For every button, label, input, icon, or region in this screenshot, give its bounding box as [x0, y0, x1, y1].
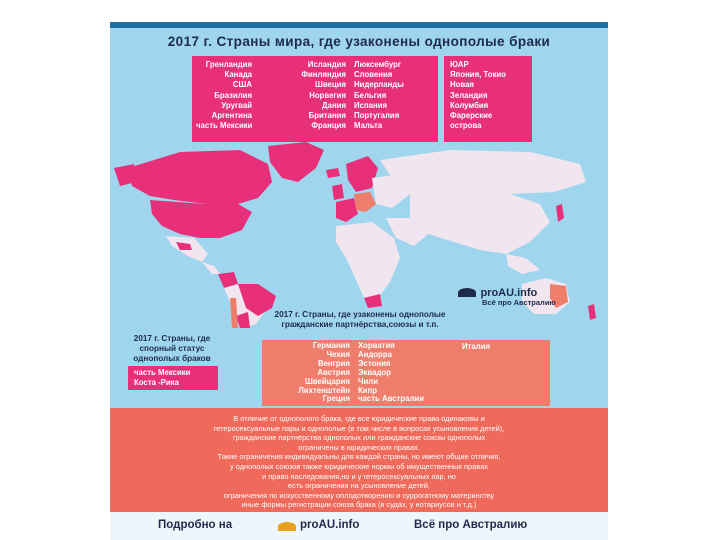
- list-item: Исландия: [307, 60, 346, 69]
- list-item: Кипр: [358, 385, 378, 395]
- list-item: Австрия: [317, 367, 350, 377]
- list-item: Япония, Токио: [450, 70, 506, 80]
- central-europe-region: [354, 192, 376, 212]
- partnership-col-3: [462, 342, 542, 352]
- list-item: Португалия: [354, 111, 400, 121]
- footer-suffix: Всё про Австралию: [414, 519, 528, 531]
- scandinavia-region: [346, 156, 378, 192]
- text-line: В отличие от однополого брака, где все юридические права одинаковы и: [233, 414, 485, 423]
- list-item: Люксембург: [354, 60, 402, 69]
- infographic-poster: [110, 22, 608, 540]
- list-item: Хорватия: [358, 341, 395, 350]
- list-item: Андорра: [358, 349, 392, 359]
- list-item: Франция: [311, 121, 346, 131]
- footer-kangaroo-icon: [278, 522, 296, 531]
- list-item: Бельгия: [354, 90, 387, 100]
- list-item: Колумбия: [450, 100, 489, 110]
- list-item: Британия: [308, 111, 346, 121]
- africa-region: [336, 222, 400, 302]
- text-line: гетеросексуальные пары и однополые (в том числе в вопросах усыновления детей),: [213, 423, 505, 433]
- list-item: острова: [450, 121, 482, 131]
- list-item: Нидерланды: [354, 80, 404, 90]
- explanation-panel: [110, 408, 608, 512]
- canada-region: [128, 150, 272, 204]
- text-line: гражданские партнёрства однополых или гражданские союзы однополых: [232, 433, 486, 443]
- partnership-col-1: [266, 342, 350, 404]
- list-item: часть Мексики: [134, 368, 191, 377]
- britain-region: [332, 184, 344, 200]
- footer-bar: [110, 512, 608, 540]
- list-item: ЮАР: [450, 60, 469, 69]
- list-item: Новая: [450, 80, 474, 90]
- new-zealand-region: [588, 304, 596, 320]
- central-america-region: [202, 262, 220, 274]
- partnership-countries-box: [262, 340, 550, 406]
- special-status-caption: 2017 г. Страны, где спорный статус однополых браков: [133, 334, 211, 363]
- list-item: Германия: [312, 341, 350, 350]
- southeast-asia-region: [506, 254, 540, 274]
- list-item: Дания: [322, 100, 346, 110]
- partnership-caption: 2017 г. Страны, где узаконены однополые гражданские партнёрства,союзы и т.п.: [274, 310, 446, 329]
- footer-prefix: Подробно на: [158, 519, 233, 531]
- list-item: Норвегия: [309, 90, 346, 100]
- text-line: ограничения по искусственному оплодотворению и суррогатному материнству: [223, 490, 495, 500]
- iceland-region: [326, 168, 340, 178]
- text-line: есть ограничения на усыновление детей,: [288, 481, 430, 491]
- marriage-countries-box-2: [444, 56, 532, 142]
- list-item: Чехия: [326, 349, 350, 359]
- list-item: Бразилия: [214, 90, 252, 100]
- list-item: Фарерские: [450, 111, 493, 121]
- logo-tagline: Всё про Австралию: [482, 298, 556, 307]
- list-item: часть Австралии: [358, 394, 424, 404]
- list-item: Венгрия: [317, 358, 350, 368]
- text-line: иные формы регистрации союза брака (в судах, у нотариусов и т.д.): [241, 500, 477, 510]
- usa-region: [150, 200, 252, 238]
- western-europe-region: [336, 198, 358, 222]
- explanation-text: [128, 414, 590, 520]
- list-item: Чили: [358, 376, 379, 386]
- special-status-box: [128, 366, 218, 390]
- list-item: Уругвай: [221, 100, 252, 110]
- list-item: Швейцария: [305, 376, 350, 386]
- list-item: Швеция: [315, 80, 346, 90]
- list-item: Мальта: [354, 121, 383, 131]
- list-item: Эстония: [358, 358, 391, 368]
- japan-region: [556, 204, 564, 222]
- asia-region: [410, 194, 550, 254]
- list-item: Финляндия: [301, 70, 346, 80]
- poster-title: 2017 г. Страны мира, где узаконены однополые браки: [167, 34, 551, 49]
- partnership-col-2: [358, 342, 450, 404]
- list-item: США: [232, 80, 252, 90]
- logo-name: proAU.info: [480, 286, 538, 299]
- special-status-col: [134, 368, 190, 388]
- list-item: Словения: [354, 70, 393, 80]
- list-item: Коста -Рика: [134, 378, 179, 388]
- list-item: Испания: [354, 100, 388, 110]
- list-item: часть Мексики: [196, 121, 253, 131]
- marriage-col-2: [268, 60, 346, 131]
- list-item: Эквадор: [358, 367, 391, 377]
- text-line: у однополых союзов также юридические нормы об имущественных правах: [230, 461, 488, 471]
- text-line: ограничены в юридических правах.: [298, 442, 420, 452]
- text-line: Такие ограничения индивидуальны для каждой страны, но имеют общие отличия,: [217, 452, 501, 462]
- list-item: Зеландия: [450, 90, 488, 100]
- list-item: Лихтенштейн: [298, 385, 350, 395]
- marriage-col-1: [196, 60, 252, 131]
- russia-region: [380, 150, 586, 198]
- marriage-col-3: [354, 60, 434, 131]
- marriage-countries-box: [192, 56, 438, 142]
- kangaroo-icon: [458, 288, 476, 297]
- alaska-region: [114, 164, 136, 186]
- footer-site-link[interactable]: proAU.info: [300, 519, 360, 531]
- list-item: Аргентина: [211, 111, 252, 121]
- greenland-region: [268, 142, 324, 182]
- list-item: Гренландия: [205, 60, 252, 69]
- marriage-col-4: [450, 60, 530, 131]
- top-bar: [110, 22, 608, 28]
- list-item: Греция: [322, 394, 350, 404]
- list-item: Италия: [462, 342, 491, 351]
- text-line: и право наследования,но и у гетеросексуальных пар, но: [262, 471, 456, 481]
- list-item: Канада: [224, 70, 252, 80]
